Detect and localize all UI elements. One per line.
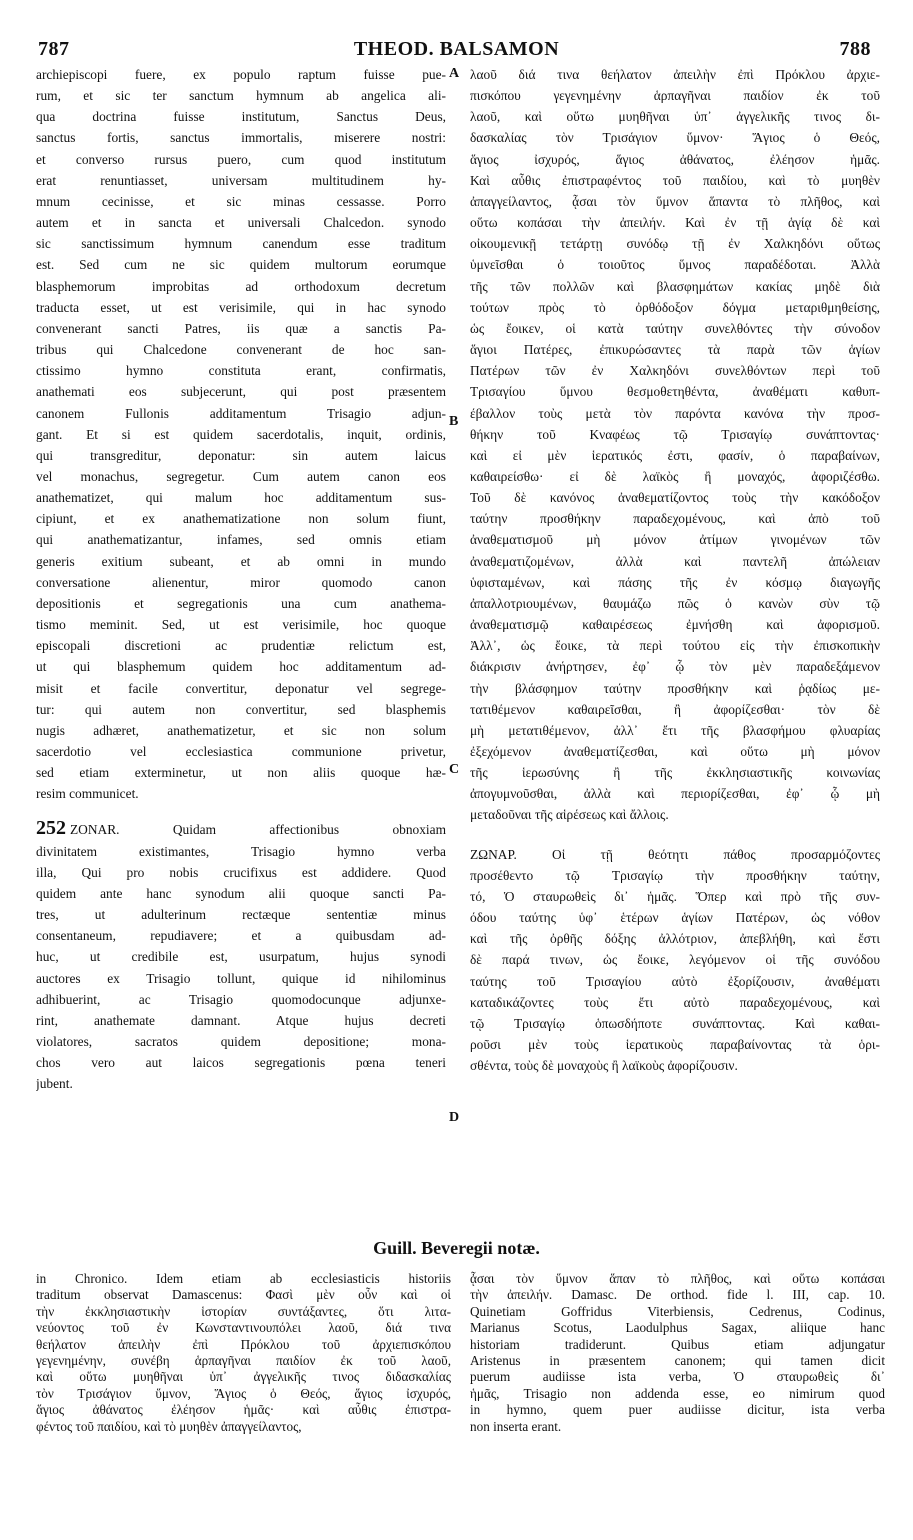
text-line: qua doctrina fuisse institutum, Sanctus Deus,: [36, 109, 446, 125]
text-line: conversatione alienentur, miror quomodo canon: [36, 574, 446, 590]
text-line: δασκαλίας τὸν Τρισάγιον ὕμνον· Ἅγιος ὁ Θεός,: [470, 130, 880, 146]
text-line: violatores, sacratos quidem depositione; mona-: [36, 1034, 446, 1050]
text-line: quidem ante hanc synodum alii quoque sancti Pa-: [36, 885, 446, 901]
text-line: τὸν Τρισάγιον ὕμνον, Ἅγιος ὁ Θεός, ἅγιος ἰσχυρός,: [36, 1385, 451, 1401]
text-line: Aristenus in præsentem canonem; qui tamen dicit: [470, 1353, 885, 1369]
text-line: in Chronico. Idem etiam ab ecclesiasticis historiis: [36, 1271, 451, 1286]
text-line: et converso rursus puero, cum quod institutum: [36, 151, 446, 167]
greek-paragraph-1: [470, 64, 880, 826]
text-line: καθαιρείσθω· εἰ δὲ λαϊκὸς ἢ μοναχός, ἀφοριζέσθω.: [470, 468, 880, 484]
text-line: Quinetiam Goffridus Viterbiensis, Cedrenus, Codinus,: [470, 1303, 885, 1319]
text-line: Marianus Scotus, Laodulphus Sagax, aliique hanc: [470, 1320, 885, 1336]
text-line: όδου ταύτης ὑφ᾽ ἑτέρων ἁγίων Πατέρων, ὡς νόθον: [470, 910, 880, 926]
text-line: ἀπαλλοτριουμένων, θαυμάζω πῶς ὁ κανὼν σὺν τῷ: [470, 595, 880, 611]
text-line: τό, Ὁ σταυρωθεὶς δι᾽ ἡμᾶς. Ὅπερ καὶ πρὸ τῆς συν-: [470, 888, 880, 904]
text-line: μὴ μετατιθέμενον, ἀλλ᾽ ἔτι τῆς βλασφήμου φλυαρίας: [470, 722, 880, 738]
text-line: nugis adhæret, anathematizetur, et sic non solum: [36, 722, 446, 738]
text-line: ἅγιος ἀθάνατος ἐλέησον ἡμᾶς· καὶ αὖθις ἐπιστρα-: [36, 1402, 451, 1418]
text-line: λαοῦ διά τινα θεήλατον ἀπειλὴν ἐπὶ Πρόκλου ἀρχιε-: [470, 67, 880, 82]
text-line: depositionis et segregationis una cum anathema-: [36, 595, 446, 611]
text-line: οὕτω κοπάσαι τὴν ἀπειλήν. Καὶ ἐν τῇ ἁγίᾳ δὲ καὶ: [470, 215, 880, 231]
text-line: Καὶ αὖθις ἐπιστραφέντος τοῦ παιδίου, καὶ τὸ μυηθὲν: [470, 172, 880, 188]
text-line: ταύτης τοῦ Τρισαγίου αὐτὸ ἐξορίζουσιν, ἀναθέματι: [470, 973, 880, 989]
text-line: qui transgreditur, deponatur: sin autem laicus: [36, 447, 446, 463]
text-line: ἀναθεματισμοῦ μὴ μόνον ἀτίμων γινομένων τῶν: [470, 532, 880, 548]
text-line: ὑμνεῖσθαι ὁ τοιοῦτος ὕμνος παραδέδοται. Ἀλλὰ: [470, 257, 880, 273]
text-line: traditum observat Damascenus: Φασὶ μὲν οὖν καὶ οἱ: [36, 1287, 451, 1303]
text-line: qui anathematizantur, infames, sed omnis etiam: [36, 532, 446, 548]
text-line: huc, ut credibile est, usurpatum, hujus synodi: [36, 949, 446, 965]
zonaras-greek-paragraph: [470, 844, 880, 1077]
text-line: τῆς τῶν πολλῶν καὶ βλασφημάτων κακίας μηδὲ διὰ: [470, 278, 880, 294]
text-line: καὶ εἰ μὲν ἱερατικός ἐστι, φασίν, ὁ παραβαίνων,: [470, 447, 880, 463]
text-line: μεταδοῦναι τῆς αἱρέσεως καὶ ἄλλοις.: [470, 807, 669, 823]
text-line: sanctus fortis, sanctus immortalis, miserere nostri:: [36, 130, 446, 146]
text-line: τούτων πρὸς τὸ ὀρθόδοξον δόγμα μεταριθμηθείσης,: [470, 299, 880, 315]
zonaras-latin-lead: ZONAR. Quidam affectionibus obnoxiam: [70, 822, 446, 838]
text-line: gant. Et si est quidem sacerdotalis, inquit, ordinis,: [36, 426, 446, 442]
text-line: οἰκουμενικῇ τετάρτῃ συνόδῳ τῇ ἐν Χαλκηδόνι οὕτως: [470, 236, 880, 252]
text-line: autem et in sancta et universali Chalcedon. synodo: [36, 215, 446, 231]
text-line: τὴν βλάσφημον ταύτην προσθήκην καὶ ῥᾳδίως με-: [470, 680, 880, 696]
text-line: γεγενημένην, συνέβη ἁρπαγῆναι παιδίον ἐκ τοῦ λαοῦ,: [36, 1353, 451, 1369]
text-line: ὑφισταμένων, καὶ πάσης τῆς ἐν κόσμῳ διαγωγῆς: [470, 574, 880, 590]
text-line: illa, Qui pro nobis crucifixus est addidere. Quod: [36, 864, 446, 880]
text-line: rint, anathemate damnant. Atque hujus decreti: [36, 1012, 446, 1028]
text-line: cipiunt, et ex anathematizatione non solum fiunt,: [36, 511, 446, 527]
text-line: divinitatem existimantes, Trisagio hymno verba: [36, 843, 446, 859]
text-line: ἀναθεματισμῷ καθαιρέσεως ἐμνήσθη καὶ ἀφορισμοῦ.: [470, 617, 880, 633]
text-line: anathematizet, qui malum hoc additamentum sus-: [36, 490, 446, 506]
text-line: convenerant sancti Patres, iis quæ a sanctis Pa-: [36, 320, 446, 336]
text-line: non inserta erant.: [470, 1418, 562, 1434]
text-line: νεύοντος τοῦ ἐν Κωνσταντινουπόλει λαοῦ, διά τινα: [36, 1320, 451, 1336]
text-line: φέντος τοῦ παιδίου, καὶ τὸ μυηθὲν ἀπαγγείλαντος,: [36, 1418, 302, 1434]
text-line: erat renuntiasset, universam multitudinem hy-: [36, 172, 446, 188]
text-line: tur: qui autem non convertitur, sed blasphemis: [36, 701, 446, 717]
text-line: Ἀλλ᾽, ὡς ἔοικε, τὰ περὶ τούτου εἰς τὴν ἐπισκοπικὴν: [470, 638, 880, 654]
text-line: δὲ παρά τινων, ὡς ἔοικε, λεγόμενον οἱ τῆς συνόδου: [470, 952, 880, 968]
section-number: 252: [36, 818, 66, 840]
text-line: chos vero aut laicos segregationis pœna teneri: [36, 1055, 446, 1071]
text-line: τῆς ἱερωσύνης ἢ τῆς ἐκκλησιαστικῆς κοινωνίας: [470, 765, 880, 781]
latin-paragraph-1: [36, 64, 446, 804]
text-line: archiepiscopi fuere, ex populo raptum fuisse pue-: [36, 67, 446, 82]
text-line: σθέντα, τοὺς δὲ μοναχοὺς ἢ λαϊκοὺς ἀφορίζουσιν.: [470, 1058, 738, 1074]
text-line: καὶ τῆς ὀρθῆς δόξης ἀλλότριον, ἀπεβλήθη, καὶ ἔστι: [470, 931, 880, 947]
text-line: episcopali discretioni ac prudentiæ relictum est,: [36, 638, 446, 654]
zonaras-latin-first-line: [36, 818, 446, 840]
text-line: έβαλλον τοὺς μετὰ τὸν παρόντα κανόνα τὴν προσ-: [470, 405, 880, 421]
latin-column: [36, 64, 446, 1095]
notes-left-column: [36, 1271, 451, 1435]
notes-title: Guill. Beveregii notæ.: [373, 1238, 540, 1258]
text-line: misit et facile convertitur, deponatur vel segrege-: [36, 680, 446, 696]
running-title: THEOD. BALSAMON: [353, 38, 560, 60]
text-line: τῷ Τρισαγίῳ ὁπωσδήποτε συνάπτοντας. Καὶ καθαι-: [470, 1015, 880, 1031]
margin-marker-c: C: [449, 762, 460, 777]
text-line: est. Sed cum ne sic quidem multorum eorumque: [36, 257, 446, 273]
text-line: καταδικάζοντες τοὺς ἔτι αὐτὸ παραδεχομένους, καὶ: [470, 994, 880, 1010]
text-line: ταύτην προσθήκην παραδεχομένους, καὶ ἀπὸ τοῦ: [470, 511, 880, 527]
text-line: προσέθεντο τῷ Τρισαγίῳ τὴν προσθήκην ταύτην,: [470, 867, 880, 883]
text-line: consentaneum, repudiavere; et a quibusdam ad-: [36, 928, 446, 944]
text-line: adhibuerint, ac Trisagio quomodocunque adjunxe-: [36, 991, 446, 1007]
margin-marker-b: B: [449, 414, 459, 429]
margin-marker-a: A: [449, 66, 460, 81]
text-line: ut qui blasphemum quidem hoc additamentum ad-: [36, 659, 446, 675]
text-line: resim communicet.: [36, 786, 139, 802]
text-line: θεήλατον ἀπειλὴν ἐπὶ Πρόκλου τοῦ ἀρχιεπισκόπου: [36, 1336, 451, 1352]
text-line: ἅγιοι Πατέρες, ἐπικυρώσαντες τὰ παρὰ τῶν ἁγίων: [470, 342, 880, 358]
text-line: θήκην τοῦ Κναφέως τῷ Τρισαγίῳ συνάπτοντας·: [470, 426, 880, 442]
text-line: ἅγιος ἰσχυρός, ἅγιος ἀθάνατος, ἐλέησον ἡμᾶς.: [470, 151, 880, 167]
text-line: tribus qui Chalcedone convenerant de hoc san-: [36, 342, 446, 358]
greek-column: [470, 64, 880, 1076]
text-line: ἀναθεματιζομένων, ἀλλὰ καὶ παντελῆ ἀπώλειαν: [470, 553, 880, 569]
text-line: mnum cecinisse, et sic minas cessasse. Porro: [36, 193, 446, 209]
text-line: ctissimo hymno constituta erant, confirmatis,: [36, 363, 446, 379]
text-line: vel monachus, segregetur. Cum autem canon eos: [36, 468, 446, 484]
page-number-right: 788: [839, 38, 871, 60]
text-line: tismo meminit. Sed, ut est verisimile, hoc quoque: [36, 617, 446, 633]
notes-right-column: [470, 1271, 885, 1435]
text-line: in hymno, quem puer audiisse dicitur, ista verba: [470, 1402, 885, 1418]
margin-marker-d: D: [449, 1110, 460, 1125]
text-line: ἐξεχόμενον ἀναθεματίζεσθαι, καὶ οὕτω μὴ μόνον: [470, 744, 880, 759]
text-line: τὴν ἐκκλησιαστικὴν ἱστορίαν συντάξαντες, ὅτι λιτα-: [36, 1303, 451, 1319]
text-line: canonem Fullonis additamentum Trisagio adjun-: [36, 405, 446, 421]
text-line: ἡμᾶς, Trisagio non addenda esse, eo nimirum quod: [470, 1385, 885, 1401]
text-line: ἀπαγγείλαντος, ᾆσαι τὸν ὕμνον ἅπαντα τὸ πλῆθος, καὶ: [470, 193, 880, 209]
text-line: ΖΩΝΑΡ. Οἱ τῇ θεότητι πάθος προσαρμόζοντες: [470, 846, 880, 862]
text-line: καὶ οὕτω μυηθῆναι ὑπ᾽ ἀγγελικῆς τινος διδασκαλίας: [36, 1369, 451, 1385]
text-line: Τοῦ δὲ κανόνος ἀναθεματίζοντος τοὺς τὴν κακόδοξον: [470, 490, 880, 506]
text-line: πισκόπου γεγενημένην ἁρπαγῆναι παιδίον ἐκ τοῦ: [470, 88, 880, 104]
text-line: λαοῦ, καὶ οὕτω μυηθῆναι ὑπ᾽ ἀγγελικῆς τινος δι-: [470, 109, 880, 125]
text-line: traducta esset, ut est verisimile, qui in hac synodo: [36, 299, 446, 315]
text-line: tres, ut adulterinum rectæque sententiæ minus: [36, 907, 446, 923]
text-line: sic sanctissimum hymnum canendum esse traditum: [36, 236, 446, 252]
text-line: anathemati eos subjecerunt, qui post præsentem: [36, 384, 446, 400]
text-line: τὴν ἀπειλήν. Damasc. De orthod. fide l. III, cap. 10.: [470, 1287, 885, 1303]
page-number-left: 787: [38, 38, 70, 60]
text-line: auctores ex Trisagio tollunt, quique id nihilominus: [36, 970, 446, 986]
text-line: ᾆσαι τὸν ὕμνον ἅπαν τὸ πλῆθος, καὶ οὕτω κοπάσαι: [470, 1271, 885, 1286]
zonaras-latin-paragraph: [36, 841, 446, 1095]
text-line: ροῦσι μὲν τοὺς ἱερατικοὺς παραβαίνοντας τὰ ὁρι-: [470, 1037, 880, 1053]
text-line: blasphemorum improbitas ad orthodoxum decretum: [36, 278, 446, 294]
text-line: jubent.: [36, 1076, 73, 1092]
text-line: rum, et sic ter sanctum hymnum ab angelica ali-: [36, 88, 446, 104]
text-line: generis exitium subeant, et ab omni in mundo: [36, 553, 446, 569]
text-line: sed etiam exterminetur, ut non aliis quoque hæ-: [36, 765, 446, 781]
text-line: τατιθέμενον καθαιρεῖσθαι, ἢ ἀφορίζεσθαι· τὸν δὲ: [470, 701, 880, 717]
text-line: διάκρισιν ἀνήρτησεν, ἐφ᾽ ᾧ τὸν μὲν παραδεξάμενον: [470, 659, 880, 675]
text-line: sacerdotio vel ecclesiastica communione privetur,: [36, 744, 446, 759]
text-line: puerum audiisse ista verba, Ὁ σταυρωθεὶς δι᾽: [470, 1369, 885, 1385]
text-line: Πατέρων τῶν ἐν Χαλκηδόνι συνελθόντων περὶ τοῦ: [470, 363, 880, 379]
text-line: historiam tradiderunt. Quibus etiam adjungatur: [470, 1336, 885, 1352]
text-line: Τρισαγίου ὕμνου θεσμοθετηθέντα, ἀναθέματι καθυπ-: [470, 384, 880, 400]
text-line: ὡς ἔοικεν, οἱ κατὰ ταύτην συνελθόντες τὴν σύνοδον: [470, 320, 880, 336]
text-line: ἀπογυμνοῦσθαι, ἀλλὰ καὶ περιορίζεσθαι, ἐφ᾽ ᾧ μὴ: [470, 786, 880, 802]
